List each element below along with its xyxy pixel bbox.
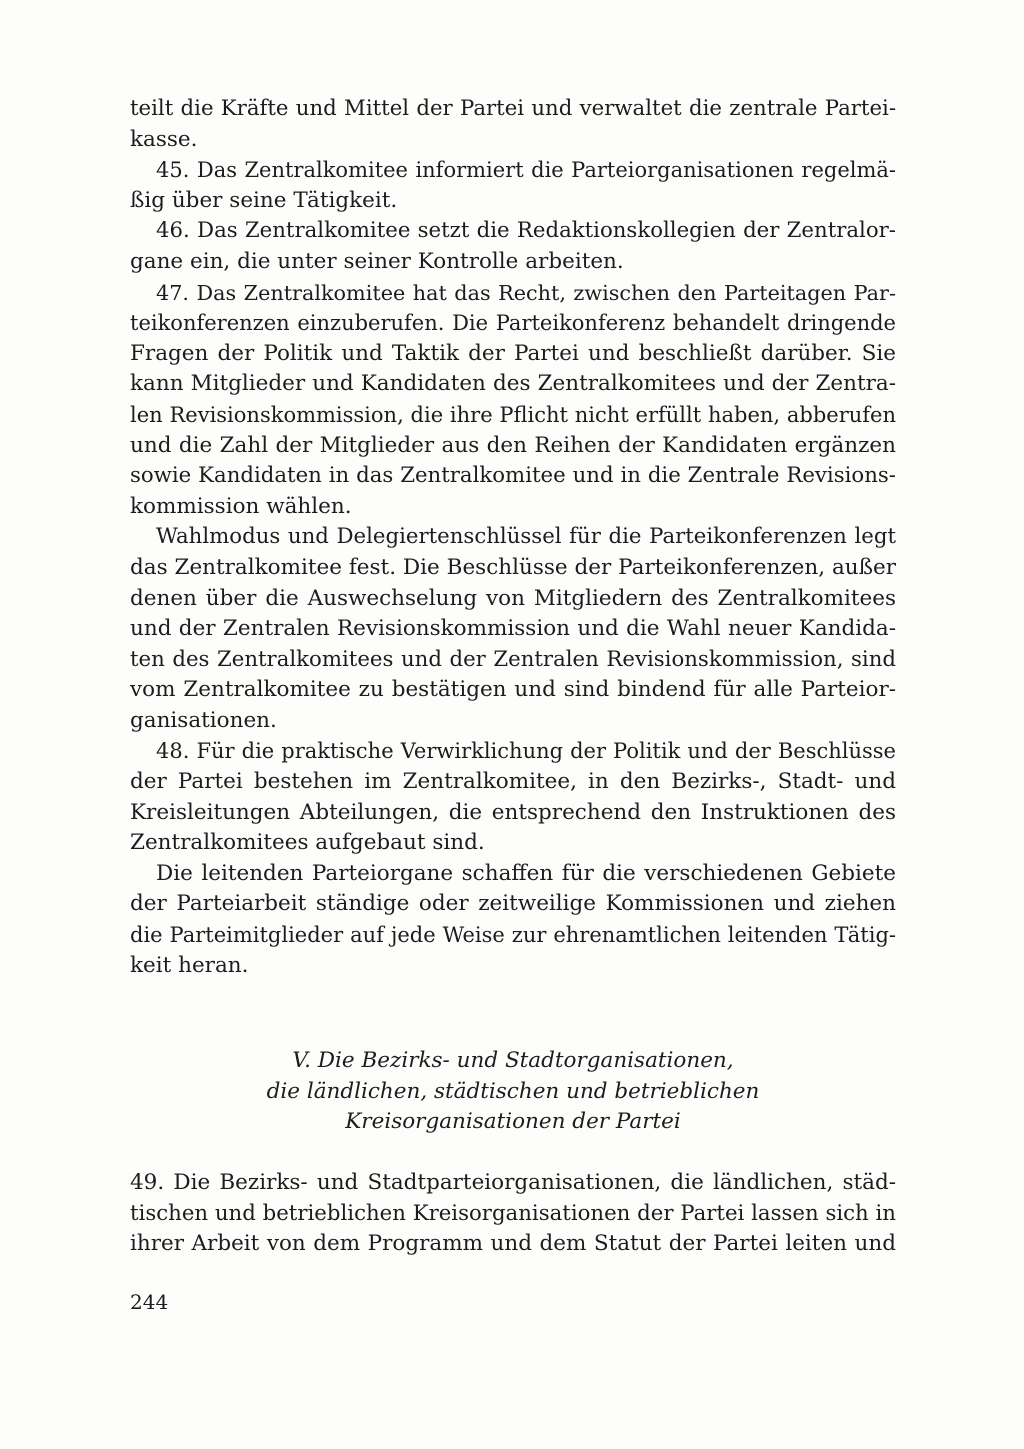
paragraph-45 — [130, 155, 896, 216]
text-line: 46. Das Zentralkomitee setzt die Redaktionskollegien der Zentralor- — [156, 218, 896, 244]
text-line: und die Zahl der Mitglieder aus den Reihen der Kandidaten ergänzen — [130, 432, 896, 458]
text-line: Die leitenden Parteiorgane schaffen für die verschiedenen Gebiete — [156, 860, 896, 886]
text-line: der Partei bestehen im Zentralkomitee, in den Bezirks-, Stadt- und — [130, 769, 896, 795]
text-line: gane ein, die unter seiner Kontrolle arbeiten. — [130, 248, 624, 274]
page-number: 244 — [130, 1290, 169, 1314]
text-line: der Parteiarbeit ständige oder zeitweilige Kommissionen und ziehen — [130, 891, 896, 917]
text-line: 49. Die Bezirks- und Stadtparteiorganisationen, die ländlichen, städ- — [130, 1170, 896, 1195]
text-line: ganisationen. — [130, 707, 277, 733]
text-line: Zentralkomitees aufgebaut sind. — [130, 830, 485, 856]
text-line: denen über die Auswechselung von Mitgliedern des Zentralkomitees — [130, 585, 896, 611]
paragraph-wahlmodus — [130, 522, 896, 736]
body-text — [130, 94, 896, 981]
text-line: die Parteimitglieder auf jede Weise zur ehrenamtlichen leitenden Tätig- — [130, 923, 896, 948]
text-line: und der Zentralen Revisionskommission und die Wahl neuer Kandida- — [130, 616, 896, 642]
paragraph-49 — [130, 1168, 896, 1260]
heading-line: die ländlichen, städtischen und betrieblichen — [266, 1078, 760, 1104]
heading-line: V. Die Bezirks- und Stadtorganisationen, — [292, 1048, 734, 1073]
text-line: teikonferenzen einzuberufen. Die Parteikonferenz behandelt dringende — [130, 311, 896, 336]
paragraph-46 — [130, 216, 896, 277]
paragraph-continuation — [130, 94, 896, 155]
text-line: sowie Kandidaten in das Zentralkomitee und in die Zentrale Revisions- — [130, 463, 896, 489]
text-line: das Zentralkomitee fest. Die Beschlüsse der Parteikonferenzen, außer — [130, 554, 896, 580]
text-line: Fragen der Politik und Taktik der Partei und beschließt darüber. Sie — [130, 340, 896, 366]
paragraph-48 — [130, 736, 896, 858]
text-line: 48. Für die praktische Verwirklichung der Politik und der Beschlüsse — [156, 739, 896, 764]
text-line: kann Mitglieder und Kandidaten des Zentralkomitees und der Zentra- — [130, 371, 896, 397]
text-line: tischen und betrieblichen Kreisorganisationen der Partei lassen sich in — [130, 1200, 896, 1226]
section-body — [130, 1168, 896, 1260]
text-line: ten des Zentralkomitees und der Zentralen Revisionskommission, sind — [130, 646, 896, 672]
text-line: Wahlmodus und Delegiertenschlüssel für die Parteikonferenzen legt — [156, 524, 896, 550]
text-line: 45. Das Zentralkomitee informiert die Parteiorganisationen regelmä- — [156, 158, 896, 183]
text-line: vom Zentralkomitee zu bestätigen und sind bindend für alle Parteior- — [130, 677, 896, 703]
paragraph-47 — [130, 278, 896, 523]
text-line: 47. Das Zentralkomitee hat das Recht, zwischen den Parteitagen Par- — [156, 280, 896, 305]
heading-line: Kreisorganisationen der Partei — [345, 1109, 681, 1135]
text-line: kommission wählen. — [130, 493, 352, 519]
paragraph-leitende-organe — [130, 859, 896, 981]
text-line: teilt die Kräfte und Mittel der Partei und verwaltet die zentrale Partei- — [130, 96, 896, 121]
text-line: len Revisionskommission, die ihre Pflicht nicht erfüllt haben, abberufen — [130, 402, 896, 427]
section-heading — [130, 1046, 896, 1138]
text-line: ßig über seine Tätigkeit. — [130, 187, 398, 213]
text-line: kasse. — [130, 126, 198, 152]
text-line: ihrer Arbeit von dem Programm und dem Statut der Partei leiten und — [130, 1231, 896, 1257]
text-line: keit heran. — [130, 952, 249, 978]
text-line: Kreisleitungen Abteilungen, die entsprechend den Instruktionen des — [130, 799, 896, 825]
